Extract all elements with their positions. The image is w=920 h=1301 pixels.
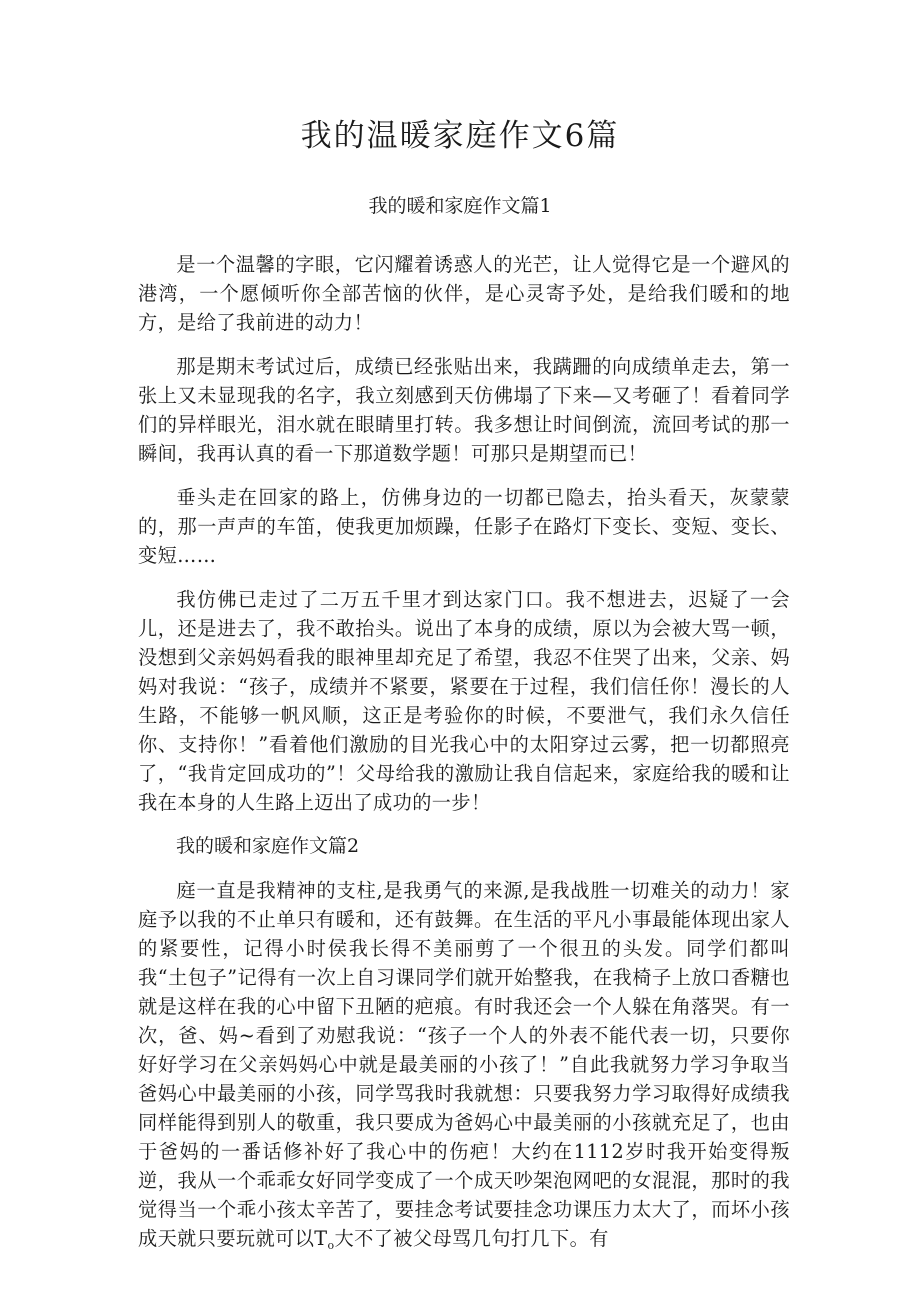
- document-title: 我的温暖家庭作文6篇: [300, 118, 620, 154]
- document-body: [138, 250, 790, 1260]
- subscript-character: o: [327, 1239, 335, 1252]
- section-1-paragraph-2: 那是期末考试过后，成绩已经张贴出来，我蹒跚的向成绩单走去，第一张上又未显现我的名字，我立刻感到天仿佛塌了下来—又考砸了！看着同学们的异样眼光，泪水就在眼睛里打转。我多想让时间倒流，流回考试的那一瞬间，我再认真的看一下那道数学题！可那只是期望而已！: [138, 355, 790, 465]
- section-1-paragraph-4: 我仿佛已走过了二万五千里才到达家门口。我不想进去，迟疑了一会儿，还是进去了，我不敢抬头。说出了本身的成绩，原以为会被大骂一顿，没想到父亲妈妈看我的眼神里却充足了希望，我忍不住哭了出来，父亲、妈妈对我说：“孩子，成绩并不紧要，紧要在于过程，我们信任你！漫长的人生路，不能够一帆风顺，这正是考验你的时候，不要泄气，我们永久信任你、支持你！”看着他们激励的目光我心中的太阳穿过云雾，把一切都照亮了，“我肯定回成功的”！父母给我的激励让我自信起来，家庭给我的暖和让我在本身的人生路上迈出了成功的一步！: [138, 588, 790, 814]
- section-2-paragraph-text: 庭一直是我精神的支柱,是我勇气的来源,是我战胜一切难关的动力！家庭予以我的不止单只有暖和，还有鼓舞。在生活的平凡小事最能体现出家人的紧要性，记得小时侯我长得不美丽剪了一个很丑的头发。同学们都叫我“土包子”记得有一次上自习课同学们就开始整我，在我椅子上放口香糖也就是这样在我的心中留下丑陋的疤痕。有时我还会一个人躲在角落哭。有一次，爸、妈~看到了劝慰我说：“孩子一个人的外表不能代表一切，只要你好好学习在父亲妈妈心中就是最美丽的小孩了！”自此我就努力学习争取当爸妈心中最美丽的小孩，同学骂我时我就想：只要我努力学习取得好成绩我同样能得到别人的敬重，我只要成为爸妈心中最美丽的小孩就充足了，也由于爸妈的一番话修补好了我心中的伤疤！大约在1112岁时我开始变得叛逆，我从一个乖乖女好同学变成了一个成天吵架泡网吧的女混混，那时的我觉得当一个乖小孩太辛苦了，要挂念考试要挂念功课压力太大了，而坏小孩成天就只要玩就可以T: [138, 879, 790, 1250]
- section-2-heading: 我的暖和家庭作文篇2: [176, 835, 360, 857]
- section-2-paragraph-1: [138, 876, 790, 1260]
- section-1-paragraph-3: 垂头走在回家的路上，仿佛身边的一切都已隐去，抬头看天，灰蒙蒙的，那一声声的车笛，使我更加烦躁，任影子在路灯下变长、变短、变长、变短……: [138, 486, 790, 567]
- section-2-paragraph-tail: 大不了被父母骂几句打几下。有: [334, 1227, 609, 1250]
- section-1-paragraph-1: 是一个温馨的字眼，它闪耀着诱惑人的光芒，让人觉得它是一个避风的港湾，一个愿倾听你全部苦恼的伙伴，是心灵寄予处，是给我们暖和的地方，是给了我前进的动力！: [138, 253, 790, 334]
- section-1-heading: 我的暖和家庭作文篇1: [368, 195, 552, 217]
